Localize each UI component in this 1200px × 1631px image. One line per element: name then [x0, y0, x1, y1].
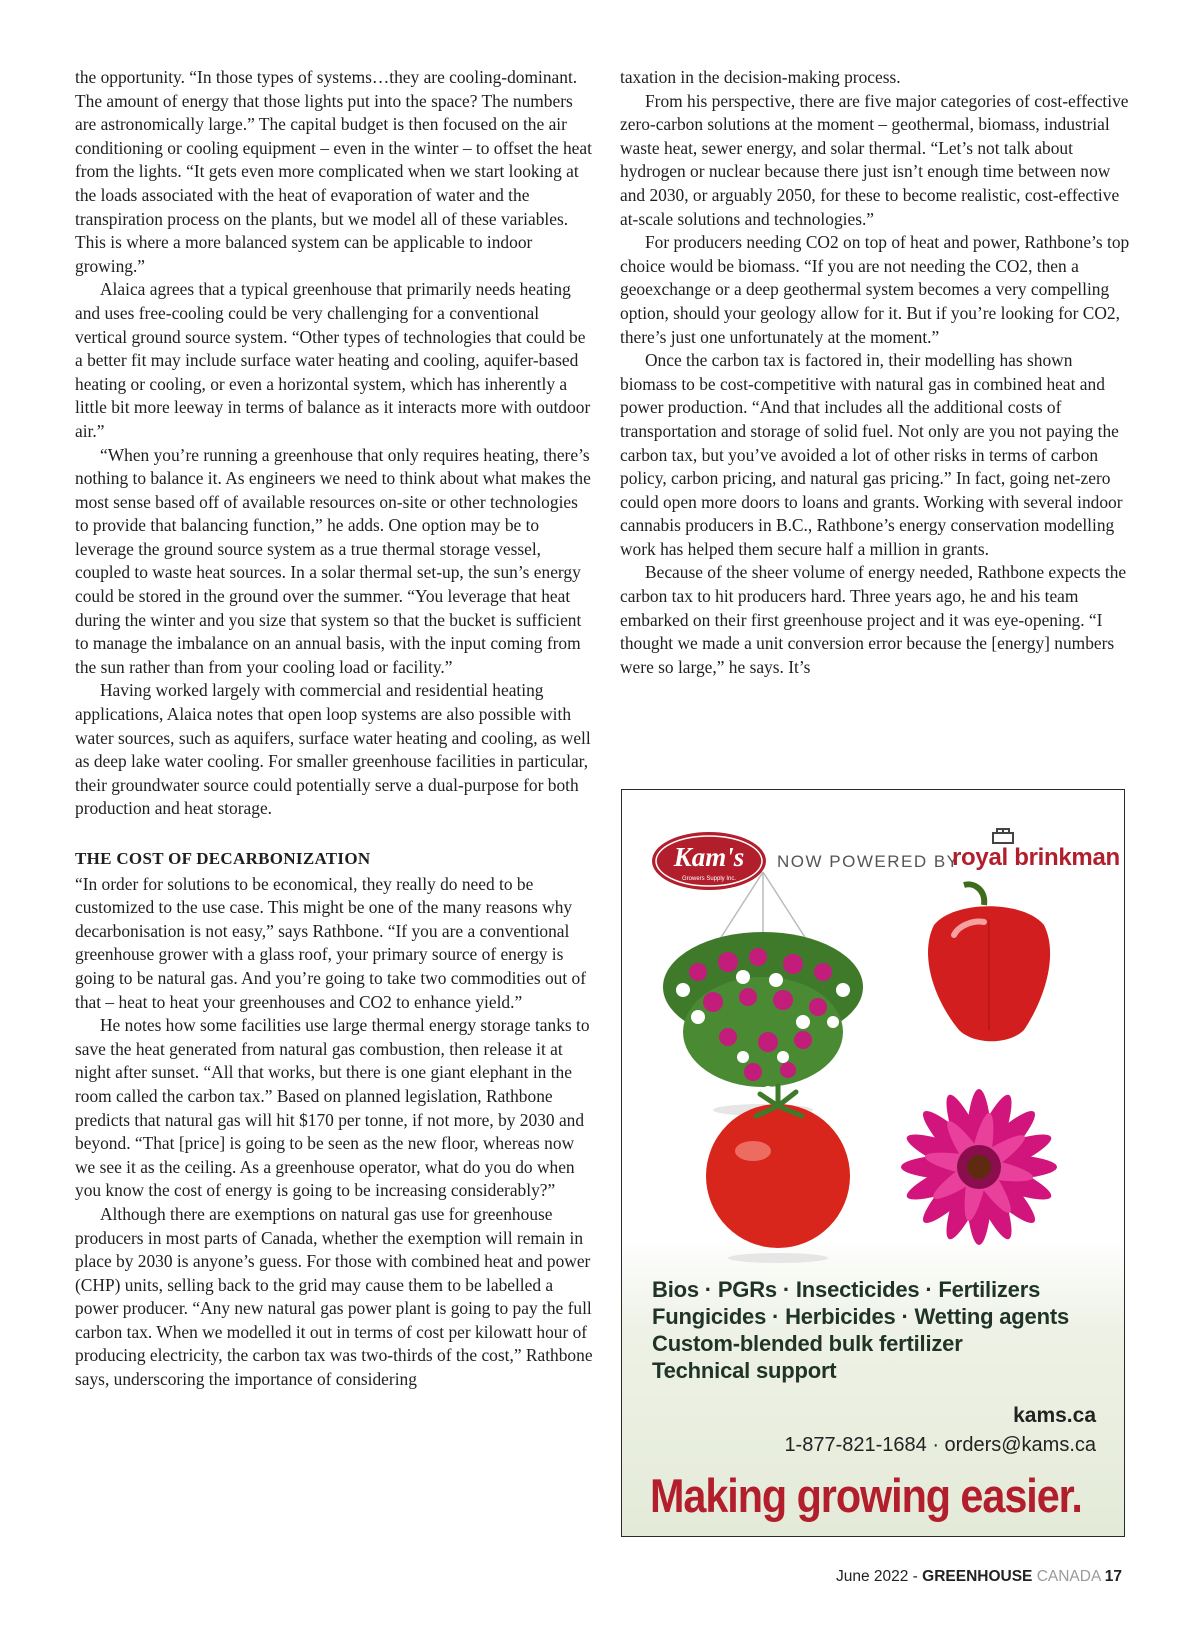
red-pepper-image: [914, 880, 1064, 1050]
royal-brinkman-icon: [991, 826, 1015, 844]
product-line: Custom-blended bulk fertilizer: [652, 1331, 963, 1356]
page-number: 17: [1104, 1568, 1122, 1585]
product-line: Technical support: [652, 1358, 837, 1383]
section-heading: THE COST OF DECARBONIZATION: [75, 849, 371, 868]
tomato-image: [698, 1076, 858, 1266]
paragraph: Although there are exemptions on natural gas use for greenhouse producers in most parts of Canada, whether the exemption will remain in place by 2030 is anyone’s guess. For those with combined heat and power (CHP) units, selling back to the grid may cause them to be labelled a power producer. “Any new natural gas power plant is going to pay the full carbon tax. When we modelled it out in terms of cost per kilowatt hour of producing electricity, the carbon tax was two-thirds of the cost,” Rathbone says, underscoring the importance of considering: [75, 1203, 593, 1390]
page-footer: [836, 1568, 1122, 1586]
kams-advertisement[interactable]: [621, 789, 1125, 1537]
publication-name: GREENHOUSE: [922, 1568, 1033, 1585]
powered-by-label: NOW POWERED BY: [777, 852, 960, 871]
paragraph: “In order for solutions to be economical, they really do need to be customized to the use case. This might be one of the many reasons why decarbonisation is not easy,” says Rathbone. “If you are a conventional greenhouse grower with a glass roof, your primary source of energy is going to be natural gas. And you’re going to take two commodities out of that – heat to heat your greenhouses and CO2 to enhance yield.”: [75, 873, 587, 1012]
paragraph: Alaica agrees that a typical greenhouse that primarily needs heating and uses free-cooling could be very challenging for a conventional vertical ground source system. “Other types of technologies that could be a better fit may include surface water heating and cooling, aquifer-based heating or cooling, or even a horizontal system, which has inherently a little bit more leeway in terms of balance as it interacts more with outdoor air.”: [75, 279, 591, 441]
issue-date: June 2022 -: [835, 1568, 923, 1585]
paragraph: Once the carbon tax is factored in, their modelling has shown biomass to be cost-competitive with natural gas in combined heat and power production. “And that includes all the additional costs of transportation and storage of solid fuel. Not only are you not paying the carbon tax, but you’ve avoided a lot of other risks in terms of carbon policy, carbon pricing, and natural gas pricing.” In fact, going net-zero could open more doors to loans and grants. Working with several indoor cannabis producers in B.C., Rathbone’s energy conservation modelling work has helped them secure half a million in grants.: [620, 350, 1123, 559]
paragraph: “When you’re running a greenhouse that only requires heating, there’s nothing to balance it. As engineers we need to think about what makes the most sense based off of available resources on-site or other technologies to provide that balancing function,” he adds. One option may be to leverage the ground source system as a true thermal storage vessel, coupled to waste heat sources. In a solar thermal set-up, the sun’s energy could be stored in the ground over the summer. “You leverage that heat during the winter and you size that system so that the bucket is sufficient to manage the imbalance on an annual basis, with the input coming from the sun rather than from your cooling load or facility.”: [75, 444, 591, 677]
publication-name-suffix: CANADA: [1032, 1568, 1105, 1585]
paragraph: taxation in the decision-making process.: [620, 67, 901, 87]
contact-info[interactable]: 1-877-821-1684 · orders@kams.ca: [784, 1434, 1096, 1456]
product-line: Bios · PGRs · Insecticides · Fertilizers: [652, 1277, 1041, 1302]
kams-logo-text: Kam's: [673, 842, 745, 872]
website-link[interactable]: kams.ca: [1013, 1404, 1096, 1427]
paragraph: For producers needing CO2 on top of heat and power, Rathbone’s top choice would be biomass. “If you are not needing the CO2, then a geoexchange or a deep geothermal system becomes a very compelling option, should your geology allow for it. But if you’re looking for CO2, there’s just one unfortunately at the moment.”: [620, 232, 1130, 347]
kams-logo-subtext: Growers Supply Inc.: [681, 876, 737, 882]
ad-tagline: Making growing easier.: [650, 1469, 1082, 1522]
product-line: Fungicides · Herbicides · Wetting agents: [652, 1304, 1069, 1329]
paragraph: Having worked largely with commercial and residential heating applications, Alaica notes that open loop systems are also possible with water sources, such as aquifers, surface water heating and cooling, as well as deep lake water cooling. For smaller greenhouse facilities in particular, their groundwater source could potentially serve a dual-purpose for both production and heat storage.: [75, 680, 591, 819]
gerbera-flower-image: [894, 1082, 1064, 1252]
paragraph: the opportunity. “In those types of systems…they are cooling-dominant. The amount of energy that those lights put into the space? The numbers are astronomically large.” The capital budget is then focused on the air conditioning or cooling equipment – even in the winter – to offset the heat from the lights. “It gets even more complicated when we start looking at the loads associated with the heat of evaporation of water and the transpiration process on the plants, but we model all of these variables. This is where a more balanced system can be applicable to indoor growing.”: [75, 67, 592, 276]
paragraph: He notes how some facilities use large thermal energy storage tanks to save the heat generated from natural gas combustion, then release it at night after sunset. “All that works, but there is one giant elephant in the room called the carbon tax.” Based on planned legislation, Rathbone predicts that natural gas will hit $170 per tonne, if not more, by 2030 and beyond. “That [price] is going to be seen as the new floor, whereas now we see it as the ceiling. As a greenhouse operator, what do you do when you know the cost of energy is going to be increasing considerably?”: [75, 1015, 590, 1201]
paragraph: Because of the sheer volume of energy needed, Rathbone expects the carbon tax to hit producers hard. Three years ago, he and his team embarked on their first greenhouse project and it was eye-opening. “I thought we made a unit conversion error because the [energy] numbers were so large,” he says. It’s: [620, 562, 1127, 677]
paragraph: From his perspective, there are five major categories of cost-effective zero-carbon solutions at the moment – geothermal, biomass, industrial waste heat, sewer energy, and solar thermal. “Let’s not talk about hydrogen or nuclear because there just isn’t enough time between now and 2030, or arguably 2050, for these to become realistic, cost-effective at-scale solutions and technologies.”: [620, 90, 1129, 229]
royal-brinkman-name: royal brinkman: [952, 844, 1120, 871]
article-column-left: [75, 66, 593, 1392]
product-list: [652, 1276, 1069, 1384]
article-column-right: [620, 66, 1132, 679]
